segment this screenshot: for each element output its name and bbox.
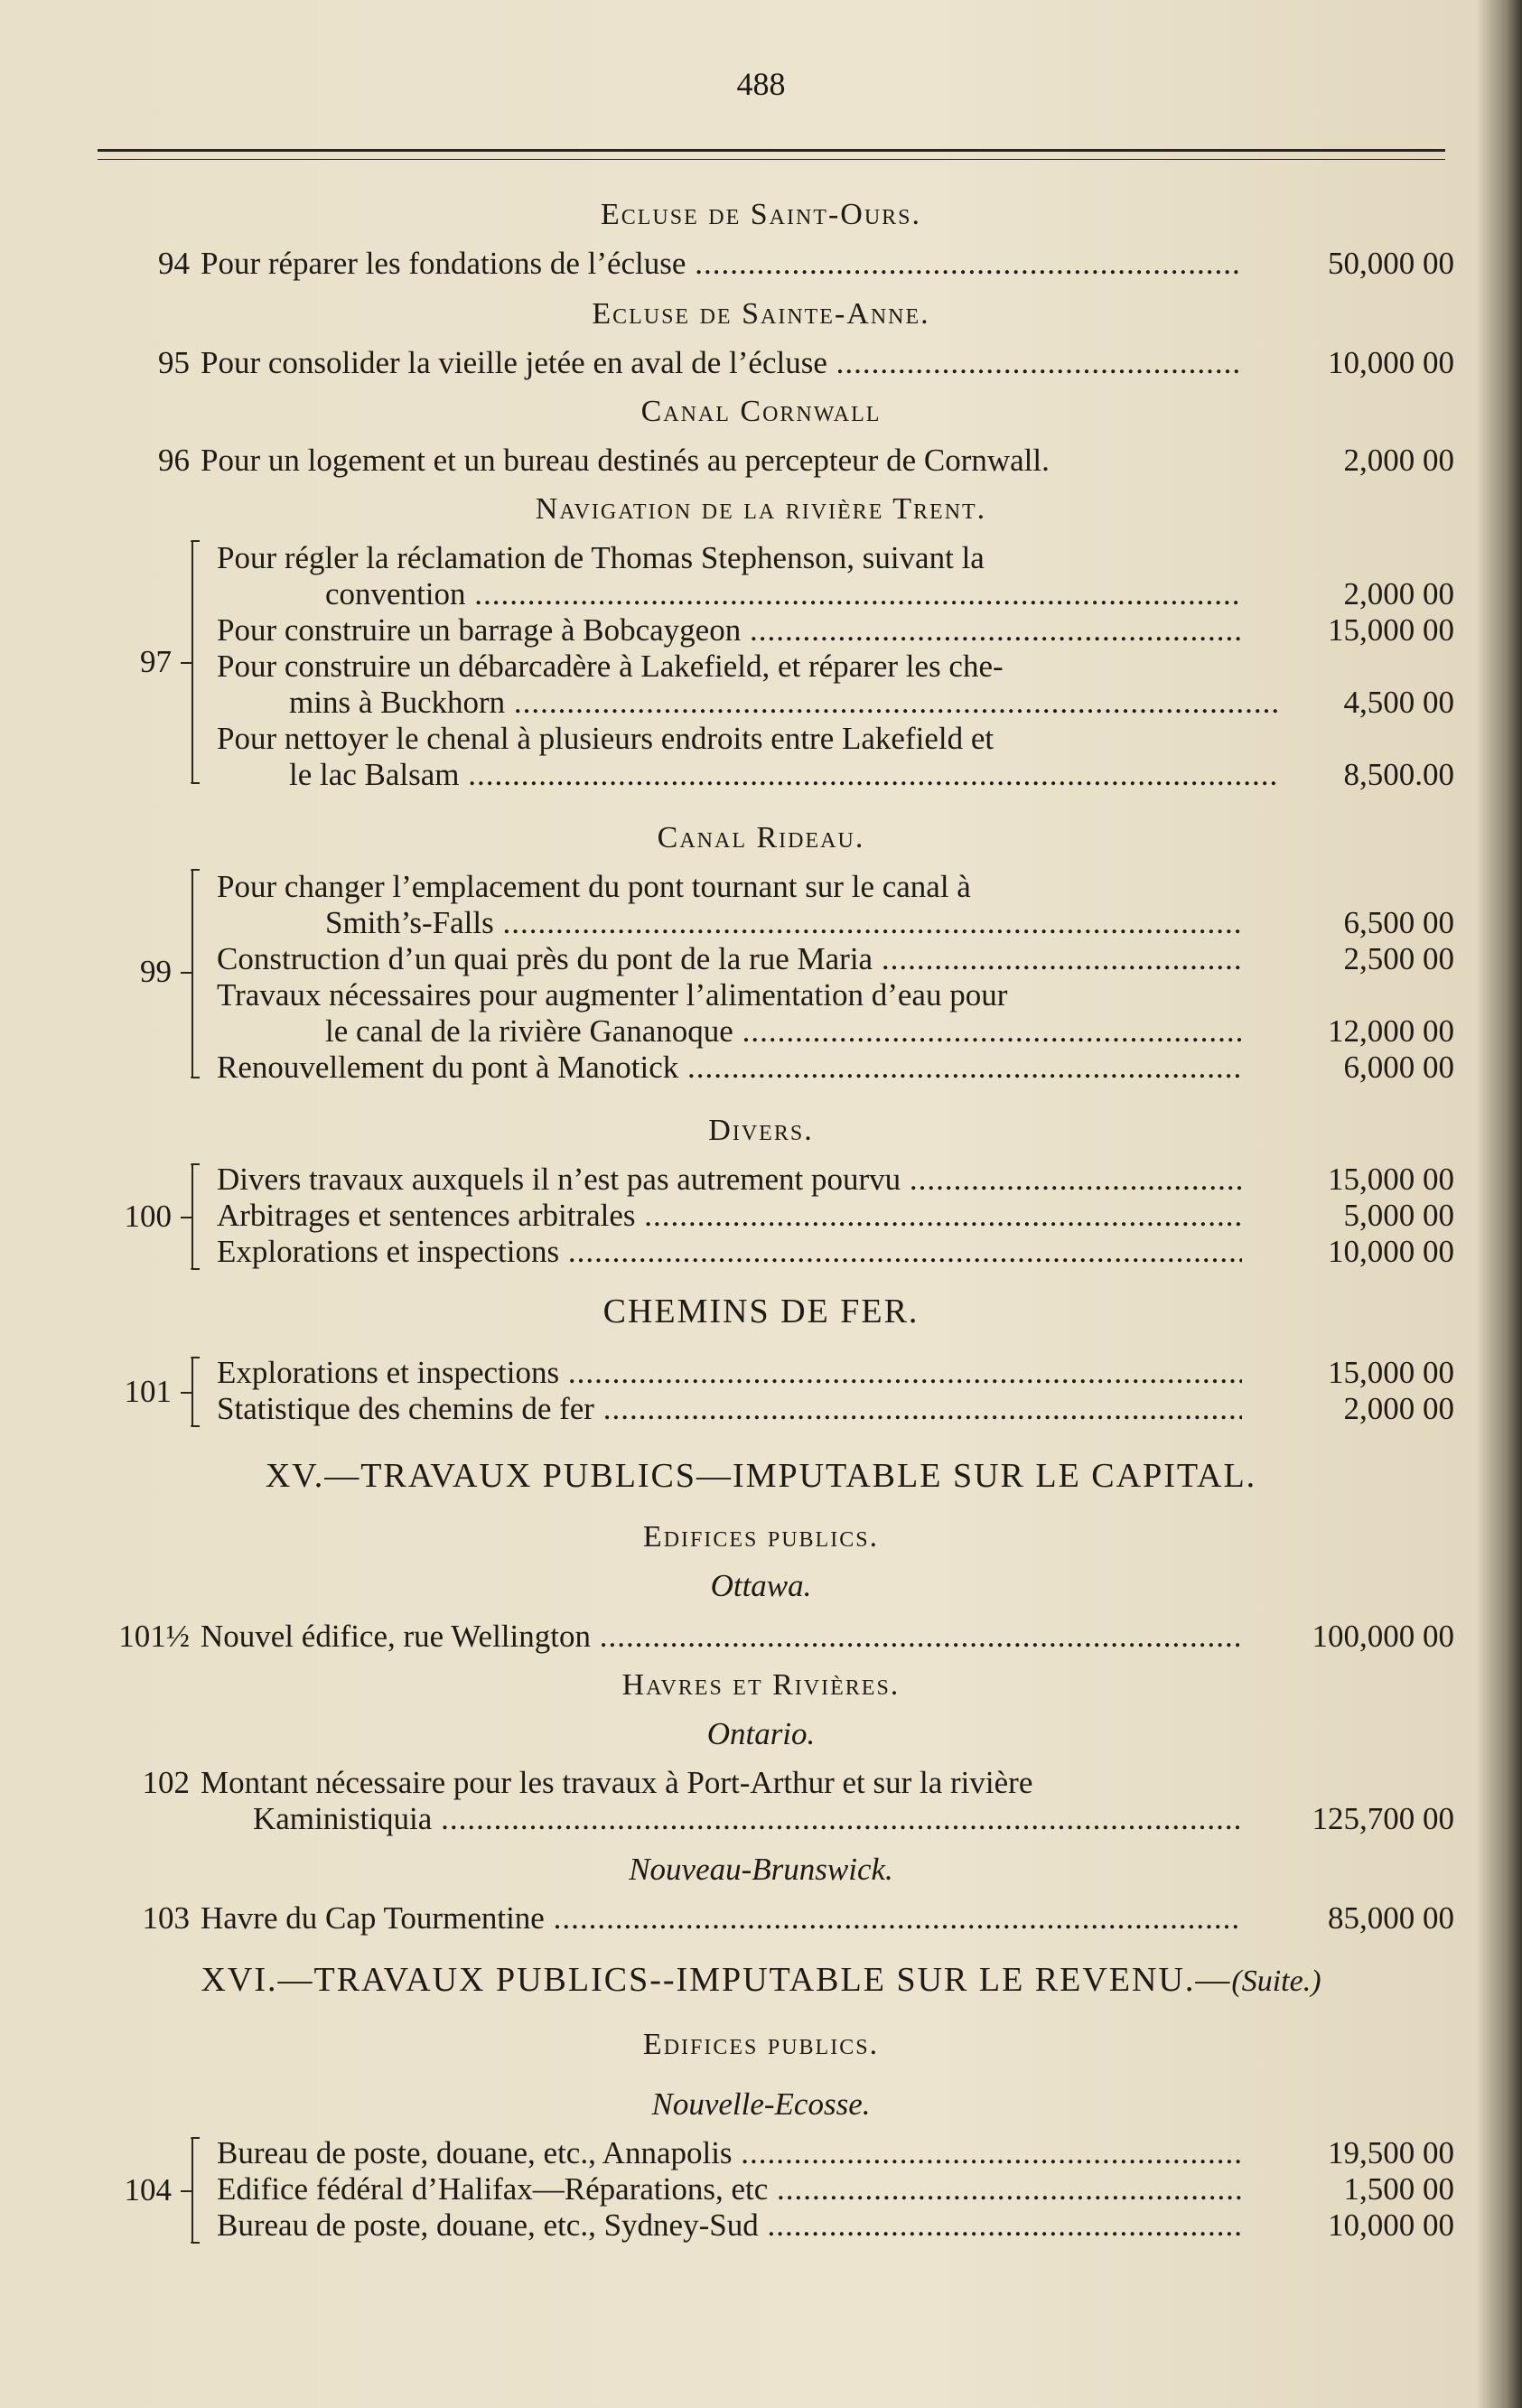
item-text: Arbitrages et sentences arbitrales ..... (217, 1198, 1242, 1234)
item-amount: 100,000 00 (1312, 1619, 1454, 1654)
section-heading: Ecluse de Saint-Ours. (600, 198, 922, 231)
item-text: Pour nettoyer le chenal à plusieurs endroits entre Lakefield et (217, 721, 994, 756)
item-amount: 8,500.00 (1343, 757, 1454, 792)
item-text: Bureau de poste, douane, etc., Sydney-Sud ..... (217, 2207, 1242, 2244)
item-amount: 1,500 00 (1343, 2171, 1454, 2207)
item-text: Pour régler la réclamation de Thomas Stephenson, suivant la (217, 540, 985, 575)
section-heading: Canal Rideau. (657, 821, 865, 854)
item-amount: 10,000 00 (1328, 1234, 1454, 1269)
item-amount: 50,000 00 (1328, 246, 1454, 281)
brace-tip (181, 1392, 191, 1394)
item-text: Bureau de poste, douane, etc., Annapolis ..... (217, 2135, 1242, 2171)
item-amount: 15,000 00 (1328, 1355, 1454, 1390)
item-text: Pour construire un débarcadère à Lakefield, et réparer les che- (217, 649, 1004, 684)
brace (191, 1357, 202, 1427)
section-heading: Navigation de la rivière Trent. (535, 492, 987, 526)
part-heading (0, 1962, 1522, 2000)
brace (191, 1163, 202, 1270)
item-amount: 85,000 00 (1328, 1900, 1454, 1936)
item-amount: 2,000 00 (1343, 443, 1454, 478)
item-text-cont: Smith’s-Falls ..... (325, 905, 1242, 941)
section-heading: Edifices publics. (642, 2028, 880, 2061)
section-heading: Ecluse de Sainte-Anne. (592, 297, 930, 331)
subsection-heading: Ontario. (706, 1716, 816, 1751)
item-text: Construction d’un quai près du pont de la rue Maria ..... (217, 941, 1242, 977)
item-amount: 4,500 00 (1343, 685, 1454, 720)
item-number: 103 (142, 1900, 190, 1936)
item-amount: 15,000 00 (1328, 1162, 1454, 1197)
item-amount: 2,000 00 (1343, 1391, 1454, 1426)
item-text: Pour construire un barrage à Bobcaygeon ..... (217, 612, 1242, 649)
item-number: 96 (158, 443, 190, 478)
item-amount: 10,000 00 (1328, 345, 1454, 380)
item-amount: 5,000 00 (1343, 1198, 1454, 1233)
item-text: Renouvellement du pont à Manotick ..... (217, 1050, 1242, 1086)
item-text: Explorations et inspections ..... (217, 1355, 1242, 1391)
item-amount: 12,000 00 (1328, 1013, 1454, 1049)
section-heading: Divers. (708, 1114, 814, 1147)
brace-tip (181, 972, 191, 974)
item-amount: 19,500 00 (1328, 2135, 1454, 2170)
part-heading: XV.—TRAVAUX PUBLICS—IMPUTABLE SUR LE CAPITAL. (265, 1457, 1257, 1495)
brace-tip (181, 662, 191, 664)
item-amount: 2,000 00 (1343, 576, 1454, 611)
item-text: Pour consolider la vieille jetée en aval de l’écluse ..... (201, 345, 1239, 381)
item-text-cont: le canal de la rivière Gananoque ..... (325, 1013, 1242, 1050)
subsection-heading: Nouvelle-Ecosse. (651, 2086, 871, 2122)
item-number: 99 (140, 954, 172, 989)
section-heading: Edifices publics. (642, 1520, 880, 1554)
section-heading: Canal Cornwall (640, 395, 882, 428)
item-number: 94 (158, 246, 190, 281)
part-heading-text: XVI.—TRAVAUX PUBLICS--IMPUTABLE SUR LE REVENU.— (201, 1961, 1232, 1999)
brace (191, 2137, 202, 2244)
subsection-heading: Nouveau-Brunswick. (629, 1852, 893, 1887)
header-rule-thin (98, 159, 1445, 160)
item-text-cont: Kaministiquia ..... (253, 1801, 1242, 1837)
item-text-cont: mins à Buckhorn ..... (289, 685, 1278, 721)
item-text: Edifice fédéral d’Halifax—Réparations, etc ..... (217, 2171, 1242, 2207)
item-text-cont: convention ..... (325, 576, 1242, 612)
item-text: Pour réparer les fondations de l’écluse ..... (201, 246, 1239, 282)
item-amount: 6,500 00 (1343, 905, 1454, 940)
item-text: Pour un logement et un bureau destinés au percepteur de Cornwall. (201, 443, 1050, 478)
item-number: 100 (124, 1199, 172, 1234)
item-number: 104 (124, 2172, 172, 2207)
item-amount: 10,000 00 (1328, 2207, 1454, 2243)
item-number: 97 (140, 644, 172, 679)
item-amount: 6,000 00 (1343, 1050, 1454, 1085)
part-heading-suite: (Suite.) (1231, 1965, 1321, 1998)
item-text-cont: le lac Balsam ..... (289, 757, 1278, 793)
item-number: 102 (142, 1765, 190, 1800)
item-text: Travaux nécessaires pour augmenter l’alimentation d’eau pour (217, 977, 1008, 1013)
page-number: 488 (736, 66, 786, 102)
item-amount: 125,700 00 (1312, 1801, 1454, 1836)
item-number: 101½ (118, 1619, 190, 1654)
item-text: Pour changer l’emplacement du pont tournant sur le canal à (217, 869, 971, 904)
subsection-heading: Ottawa. (710, 1568, 812, 1603)
section-heading: CHEMINS DE FER. (602, 1293, 920, 1330)
brace (191, 869, 202, 1078)
item-number: 95 (158, 345, 190, 380)
brace-tip (181, 1217, 191, 1218)
item-text: Nouvel édifice, rue Wellington ..... (201, 1619, 1239, 1655)
item-amount: 2,500 00 (1343, 941, 1454, 976)
section-heading: Havres et Rivières. (621, 1668, 901, 1702)
item-text: Havre du Cap Tourmentine ..... (201, 1900, 1239, 1937)
item-text: Divers travaux auxquels il n’est pas autrement pourvu ..... (217, 1162, 1242, 1198)
brace-tip (181, 2190, 191, 2192)
header-rule (98, 149, 1445, 152)
item-text: Explorations et inspections ..... (217, 1234, 1242, 1270)
item-amount: 15,000 00 (1328, 612, 1454, 648)
brace (191, 540, 202, 784)
item-text: Montant nécessaire pour les travaux à Port-Arthur et sur la rivière (201, 1765, 1033, 1800)
item-number: 101 (124, 1374, 172, 1409)
item-text: Statistique des chemins de fer ..... (217, 1391, 1242, 1427)
